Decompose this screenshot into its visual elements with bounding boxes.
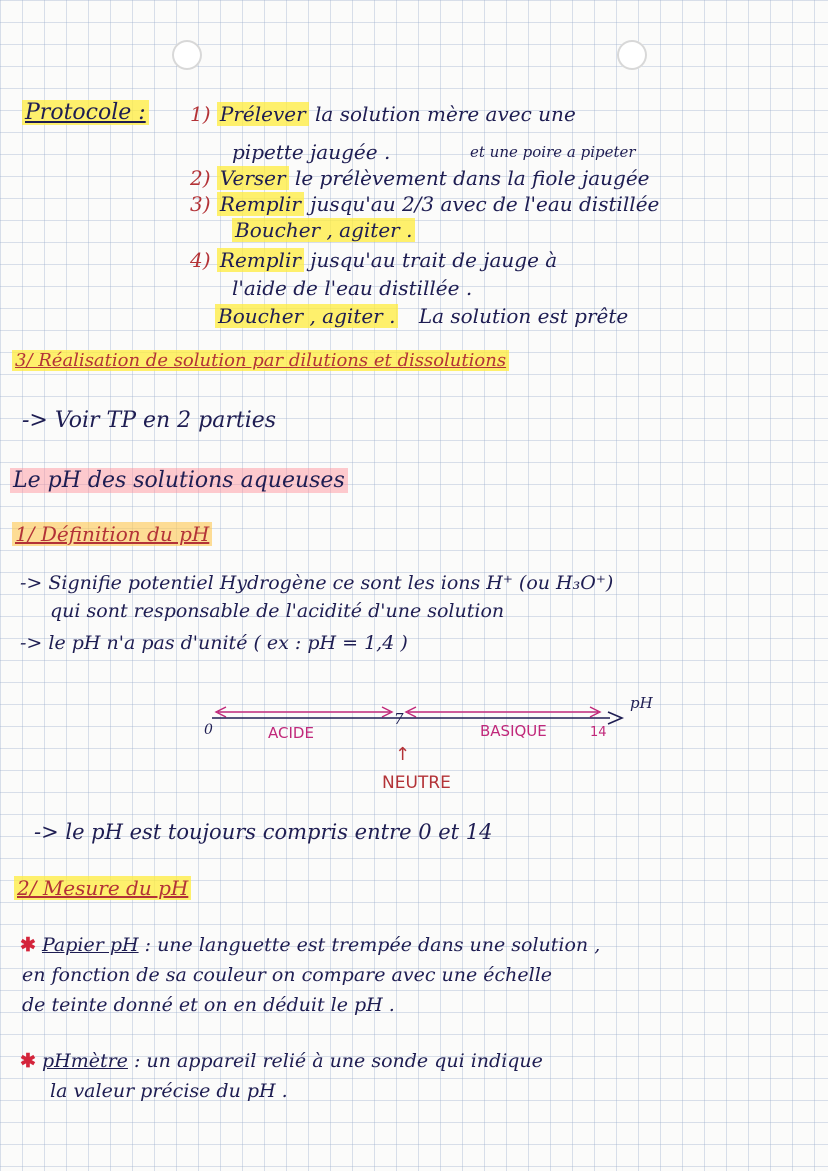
protocol-step-3	[190, 192, 659, 216]
paper-ph-line-1	[20, 934, 600, 956]
protocol-step-4-end	[215, 304, 628, 328]
protocol-step-1-note	[470, 143, 636, 161]
step-action: Boucher , agiter .	[232, 218, 415, 242]
protocol-step-4	[190, 248, 557, 272]
step-action: Remplir	[217, 192, 304, 216]
ph-label-max: 14	[590, 725, 607, 740]
protocol-title: Protocole :	[22, 100, 149, 125]
section-3-heading: 3/ Réalisation de solution par dilutions et dissolutions	[12, 350, 509, 371]
ph-label-basic: BASIQUE	[480, 722, 547, 740]
paper-ph-line-2: en fonction de sa couleur on compare avec une échelle	[22, 964, 553, 986]
ph-neutral-arrow: ↑	[395, 744, 411, 765]
step-action: Remplir	[217, 248, 304, 272]
protocol-step-2	[190, 166, 650, 190]
step-note: et une poire a pipeter	[470, 143, 636, 161]
step-text: jusqu'au trait de jauge à	[310, 248, 558, 272]
ph-definition-line-3: -> le pH n'a pas d'unité ( ex : pH = 1,4 )	[20, 632, 408, 654]
step-number: 1)	[190, 102, 211, 126]
protocol-step-1	[190, 102, 576, 126]
ph-chapter-heading: Le pH des solutions aqueuses	[10, 468, 348, 493]
ph-scale-diagram	[190, 690, 710, 800]
ph-definition-heading: 1/ Définition du pH	[12, 522, 212, 546]
ph-label-acid: ACIDE	[268, 724, 314, 742]
protocol-step-3-cont	[232, 218, 415, 242]
ph-label-mid: 7	[394, 710, 404, 728]
step-action: Boucher , agiter .	[215, 304, 398, 328]
ph-measure-heading: 2/ Mesure du pH	[14, 876, 191, 900]
step-text: La solution est prête	[418, 304, 629, 328]
step-number: 2)	[190, 166, 211, 190]
paper-ph-line-3: de teinte donné et on en déduit le pH .	[22, 994, 395, 1016]
ph-range-line: -> le pH est toujours compris entre 0 et 14	[34, 820, 493, 844]
step-action: Verser	[217, 166, 289, 190]
ph-definition-line-2: qui sont responsable de l'acidité d'une solution	[50, 600, 505, 622]
ph-definition-line-1: -> Signifie potentiel Hydrogène ce sont les ions H⁺ (ou H₃O⁺)	[20, 572, 614, 594]
ph-label-min: 0	[204, 722, 213, 738]
phmeter-line-2: la valeur précise du pH .	[50, 1080, 288, 1102]
bullet-star-icon: ✱	[20, 1050, 36, 1072]
ph-axis-label: pH	[630, 694, 653, 712]
measure-term: Papier pH	[41, 934, 139, 956]
step-text: pipette jaugée .	[232, 140, 391, 164]
step-text: l'aide de l'eau distillée .	[232, 276, 473, 300]
section-3-line: -> Voir TP en 2 parties	[22, 408, 277, 433]
binder-hole-right	[617, 40, 647, 70]
measure-term: pHmètre	[41, 1050, 128, 1072]
step-text: le prélèvement dans la fiole jaugée	[294, 166, 650, 190]
phmeter-line-1	[20, 1050, 543, 1072]
step-number: 3)	[190, 192, 211, 216]
ph-label-neutral: NEUTRE	[382, 773, 451, 793]
binder-hole-left	[172, 40, 202, 70]
bullet-star-icon: ✱	[20, 934, 36, 956]
ph-axis-arrowhead	[608, 712, 622, 724]
step-action: Prélever	[217, 102, 309, 126]
measure-text: : un appareil relié à une sonde qui indique	[133, 1050, 543, 1072]
step-text: jusqu'au 2/3 avec de l'eau distillée	[310, 192, 660, 216]
step-text: la solution mère avec une	[315, 102, 576, 126]
step-number: 4)	[190, 248, 211, 272]
measure-text: : une languette est trempée dans une solution ,	[144, 934, 601, 956]
protocol-step-1-cont	[232, 140, 390, 164]
protocol-step-4-cont	[232, 276, 472, 300]
